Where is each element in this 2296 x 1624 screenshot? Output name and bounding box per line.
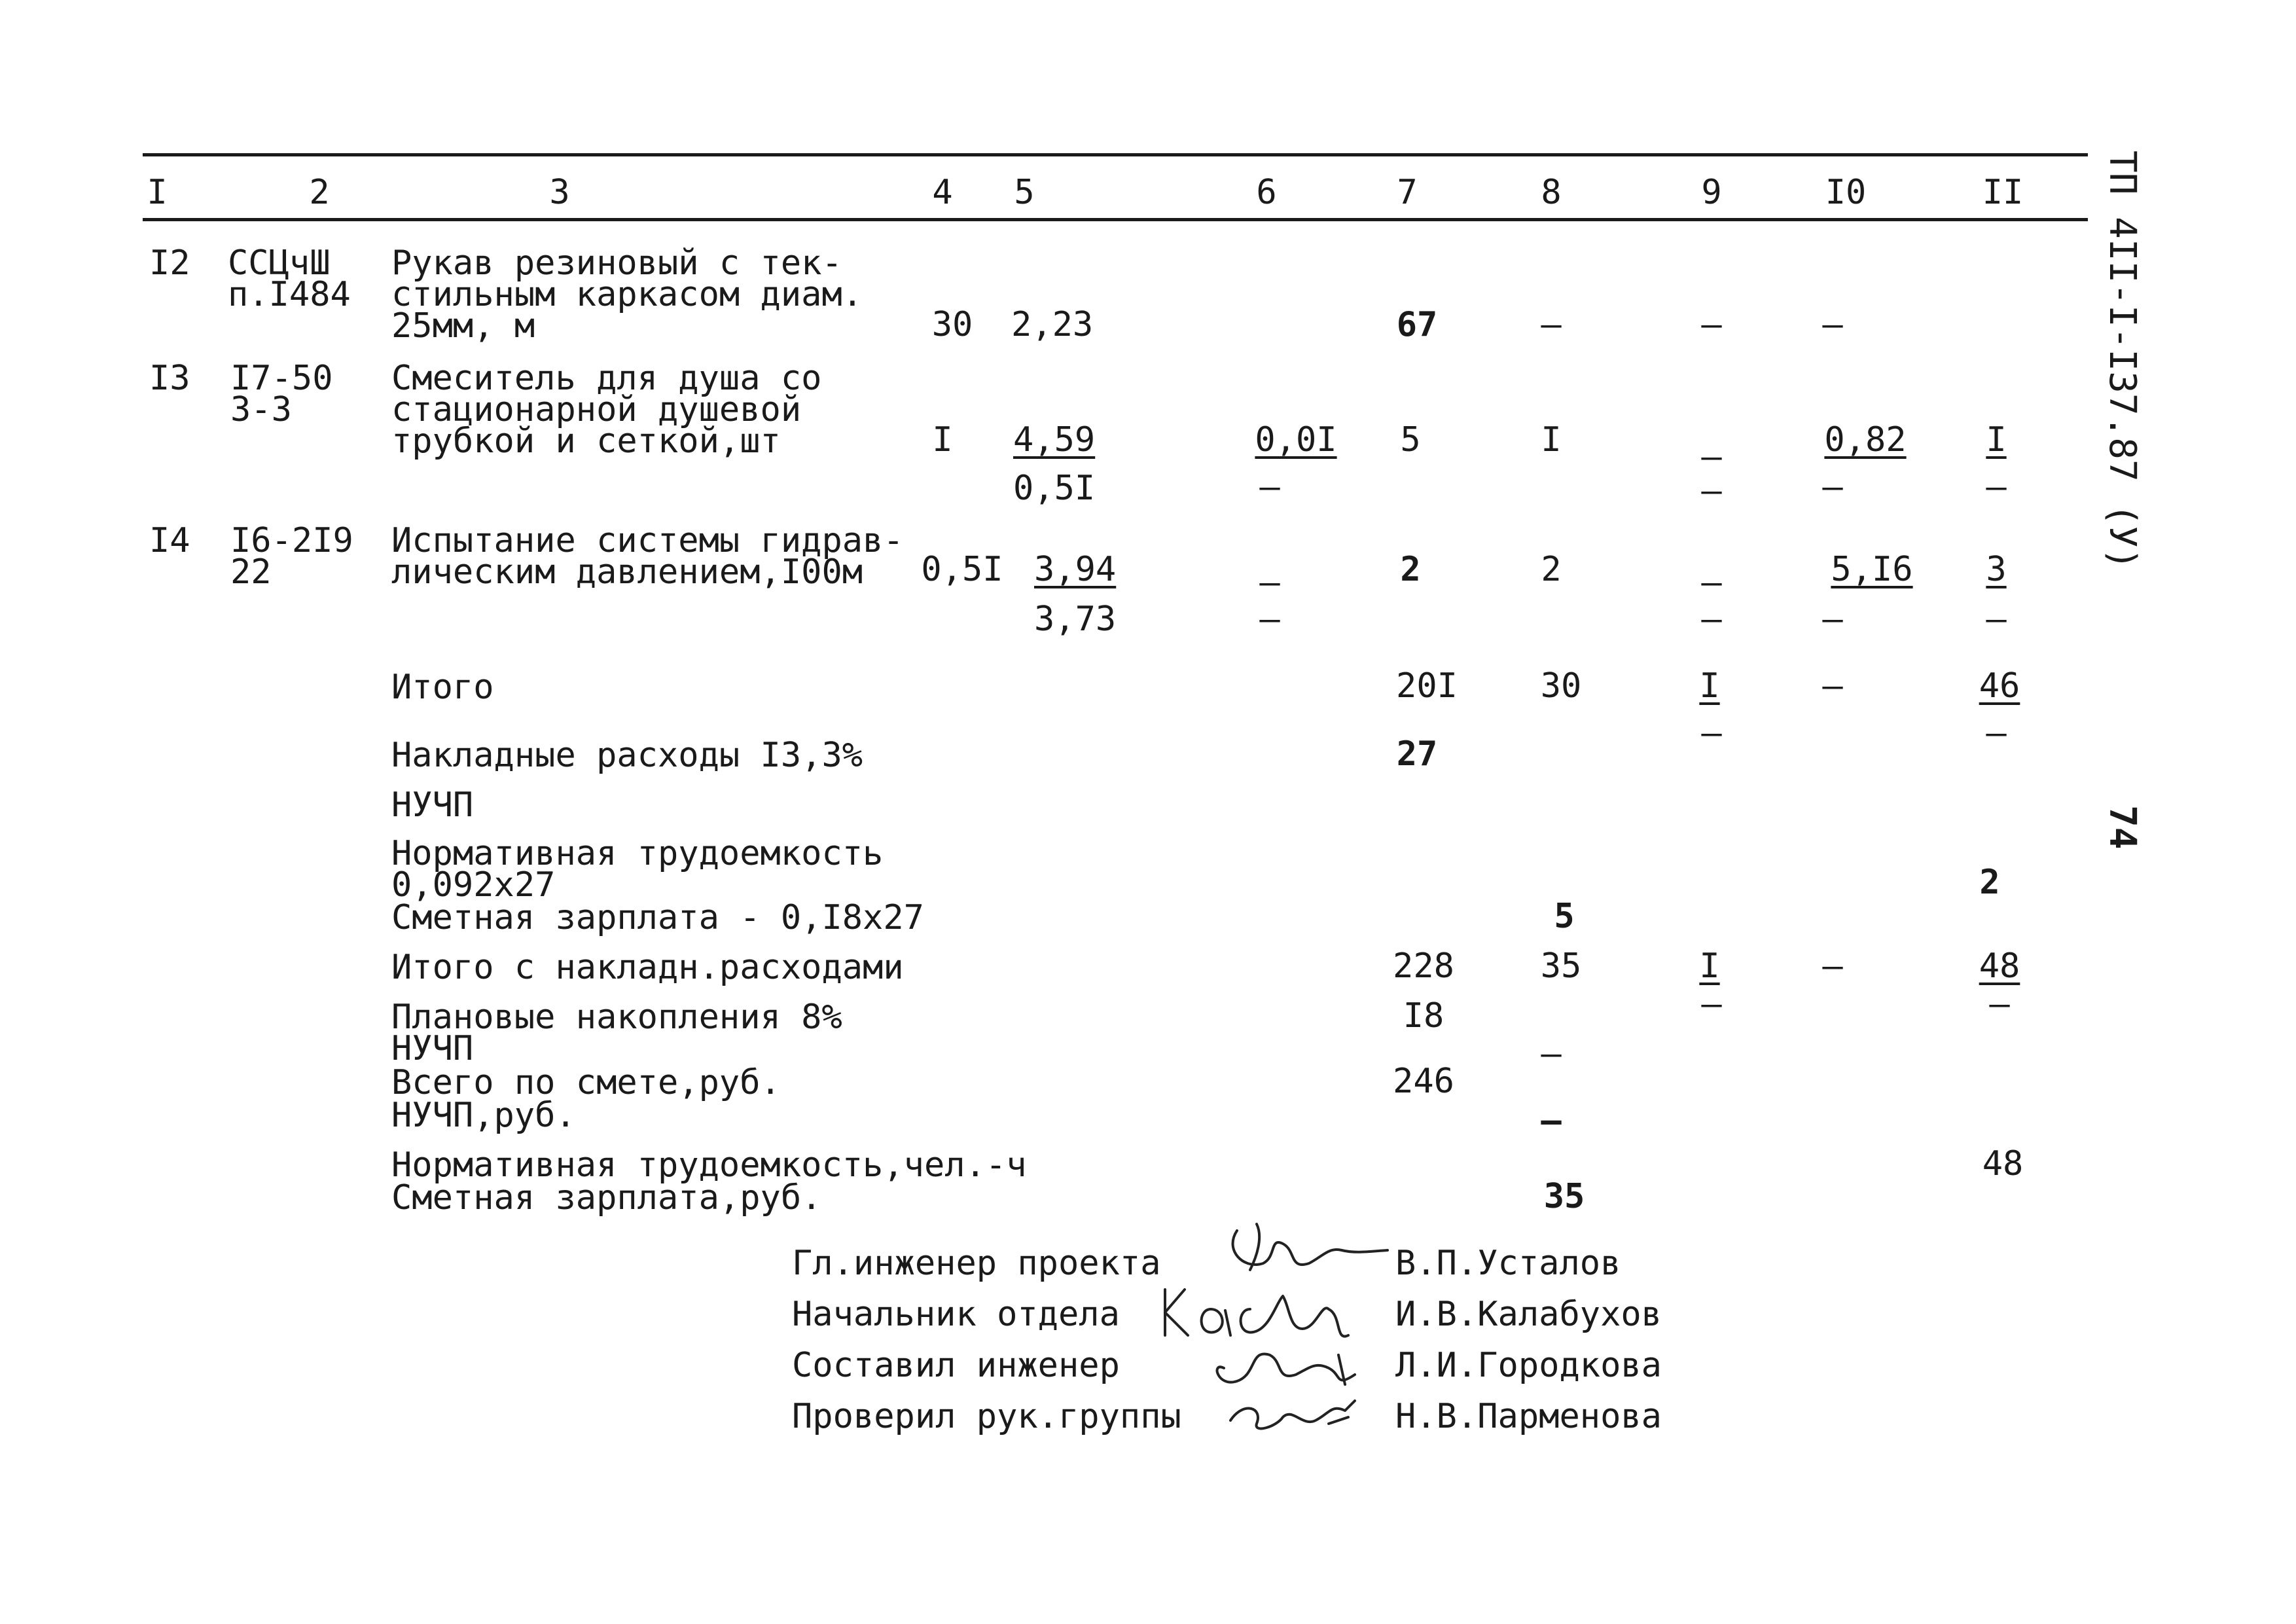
cell-col-10: – <box>1822 305 1843 344</box>
summary-nuchp-col-8: – <box>1541 1034 1562 1074</box>
header-col-5: 5 <box>1014 173 1035 212</box>
summary-itogo-overhead-col-7: 228 <box>1393 947 1454 986</box>
row-number: I3 <box>149 359 190 398</box>
cell-col-11-top: 3 <box>1986 550 2007 589</box>
row-description: трубкой и сеткой,шт <box>391 422 781 461</box>
cell-col-9-bottom: – <box>1701 600 1722 639</box>
cell-col-10-top: 0,82 <box>1824 420 1907 460</box>
summary-itogo-col-11: 46 <box>1979 666 2020 706</box>
cell-col-9: – <box>1701 305 1722 344</box>
cell-col-10-bottom: – <box>1822 600 1843 639</box>
cell-col-8: 2 <box>1541 550 1562 589</box>
cell-col-6-top: – <box>1259 563 1280 602</box>
cell-col-5-bottom: 0,5I <box>1013 469 1096 508</box>
summary-itogo-overhead-col-8: 35 <box>1540 947 1582 986</box>
handwritten-signature-4 <box>1217 1388 1368 1440</box>
summary-plan-col-9: – <box>1701 984 1722 1024</box>
row-code: ССЦчШ <box>228 244 331 283</box>
cell-col-11-top: I <box>1986 420 2007 460</box>
summary-total-col-7: 246 <box>1393 1062 1454 1101</box>
summary-itogo-overhead-col-10: – <box>1822 947 1843 986</box>
summary-nuchp-label: НУЧП <box>391 785 474 825</box>
cell-col-5-bottom: 3,73 <box>1034 600 1117 639</box>
summary-wage-total-label: Сметная зарплата,руб. <box>391 1178 822 1218</box>
summary-labor-label: 0,092х27 <box>391 865 556 905</box>
cell-col-9-top: – <box>1701 563 1722 602</box>
row-code: 22 <box>230 552 272 592</box>
cell-col-11-bottom: – <box>1986 467 2007 507</box>
summary-itogo-col-9: I <box>1699 666 1720 706</box>
row-code: I7-50 <box>230 359 333 398</box>
summary-labor-total-col-11: 48 <box>1982 1144 2024 1183</box>
cell-col-11-bottom: – <box>1986 600 2007 639</box>
header-col-8: 8 <box>1541 173 1562 212</box>
cell-col-5-top: 3,94 <box>1034 550 1117 589</box>
cell-col-7: 5 <box>1400 420 1421 460</box>
summary-nuchp-rub-col-8: – <box>1541 1101 1562 1140</box>
row-code: 3-3 <box>230 390 292 429</box>
header-col-6: 6 <box>1256 173 1277 212</box>
row-description: 25мм, м <box>391 306 535 346</box>
summary-itogo-col-10: – <box>1822 666 1843 706</box>
summary-nuchp-label: НУЧП <box>391 1029 474 1068</box>
cell-col-7: 2 <box>1400 550 1421 589</box>
summary-overhead-col-9: – <box>1701 713 1722 753</box>
summary-itogo-col-8: 30 <box>1540 666 1582 706</box>
row-code: п.I484 <box>228 275 351 314</box>
cell-col-4: I <box>932 420 953 460</box>
summary-overhead-col-7: 27 <box>1396 734 1438 774</box>
header-col-10: I0 <box>1825 173 1867 212</box>
table-header-rule <box>143 218 2088 221</box>
cell-col-6-top: 0,0I <box>1255 420 1337 460</box>
signature-name: Л.И.Городкова <box>1395 1346 1662 1385</box>
cell-col-10-bottom: – <box>1822 467 1843 507</box>
header-col-3: 3 <box>549 173 570 212</box>
cell-col-9-top: – <box>1701 437 1722 477</box>
header-col-4: 4 <box>932 173 953 212</box>
header-col-9: 9 <box>1701 173 1722 212</box>
cell-col-4: 0,5I <box>921 550 1003 589</box>
signature-role: Проверил рук.группы <box>792 1397 1181 1436</box>
signature-name: И.В.Калабухов <box>1395 1295 1662 1334</box>
summary-wage-col-8: 5 <box>1554 897 1575 936</box>
summary-itogo-overhead-label: Итого с накладн.расходами <box>391 948 904 987</box>
summary-itogo-label: Итого <box>391 668 494 707</box>
signature-name: В.П.Усталов <box>1395 1244 1621 1283</box>
summary-wage-total-col-8: 35 <box>1543 1177 1585 1216</box>
header-col-2: 2 <box>309 173 330 212</box>
cell-col-6-bottom: – <box>1259 600 1280 639</box>
summary-labor-label: Нормативная трудоемкость <box>391 834 884 873</box>
row-description: Испытание системы гидрав- <box>391 521 904 560</box>
signature-role: Начальник отдела <box>792 1295 1120 1334</box>
summary-plan-col-11: – <box>1989 984 2010 1024</box>
cell-col-5: 2,23 <box>1011 305 1094 344</box>
table-top-rule <box>143 153 2088 156</box>
summary-plan-col-7: I8 <box>1403 996 1444 1036</box>
summary-total-label: Всего по смете,руб. <box>391 1063 781 1102</box>
summary-wage-label: Сметная зарплата - 0,I8х27 <box>391 898 924 937</box>
header-col-11: II <box>1982 173 2024 212</box>
cell-col-10-top: 5,I6 <box>1831 550 1913 589</box>
cell-col-6-bottom: – <box>1259 467 1280 507</box>
summary-overhead-col-11: – <box>1986 713 2007 753</box>
signature-name: Н.В.Парменова <box>1395 1397 1662 1436</box>
cell-col-4: 30 <box>931 305 973 344</box>
summary-plan-label: Плановые накопления 8% <box>391 998 842 1037</box>
summary-itogo-overhead-col-11: 48 <box>1979 947 2020 986</box>
summary-itogo-overhead-col-9: I <box>1699 947 1720 986</box>
handwritten-signature-3 <box>1204 1335 1374 1394</box>
summary-overhead-label: Накладные расходы I3,3% <box>391 736 863 775</box>
cell-col-7: 67 <box>1396 305 1438 344</box>
row-description: Смеситель для душа со <box>391 359 822 398</box>
cell-col-9-bottom: – <box>1701 471 1722 511</box>
signature-role: Составил инженер <box>792 1346 1120 1385</box>
cell-col-5-top: 4,59 <box>1013 420 1096 460</box>
row-description: лическим давлением,I00м <box>391 552 863 592</box>
header-col-1: I <box>147 173 168 212</box>
document-code: ТП 4II-I-I37.87 (У) <box>2101 151 2144 570</box>
row-number: I4 <box>149 521 190 560</box>
summary-nuchp-rub-label: НУЧП,руб. <box>391 1096 576 1135</box>
page-number: 74 <box>2101 805 2144 850</box>
row-description: стационарной душевой <box>391 390 802 429</box>
row-description: Рукав резиновый с тек- <box>391 244 842 283</box>
summary-labor-total-label: Нормативная трудоемкость,чел.-ч <box>391 1146 1027 1185</box>
row-description: стильным каркасом диам. <box>391 275 863 314</box>
row-number: I2 <box>149 244 190 283</box>
summary-itogo-col-7: 20I <box>1396 666 1458 706</box>
header-col-7: 7 <box>1397 173 1418 212</box>
signature-role: Гл.инженер проекта <box>792 1244 1161 1283</box>
cell-col-8: – <box>1541 305 1562 344</box>
cell-col-8: I <box>1541 420 1562 460</box>
row-code: I6-2I9 <box>230 521 353 560</box>
summary-labor-col-11: 2 <box>1979 863 2000 902</box>
